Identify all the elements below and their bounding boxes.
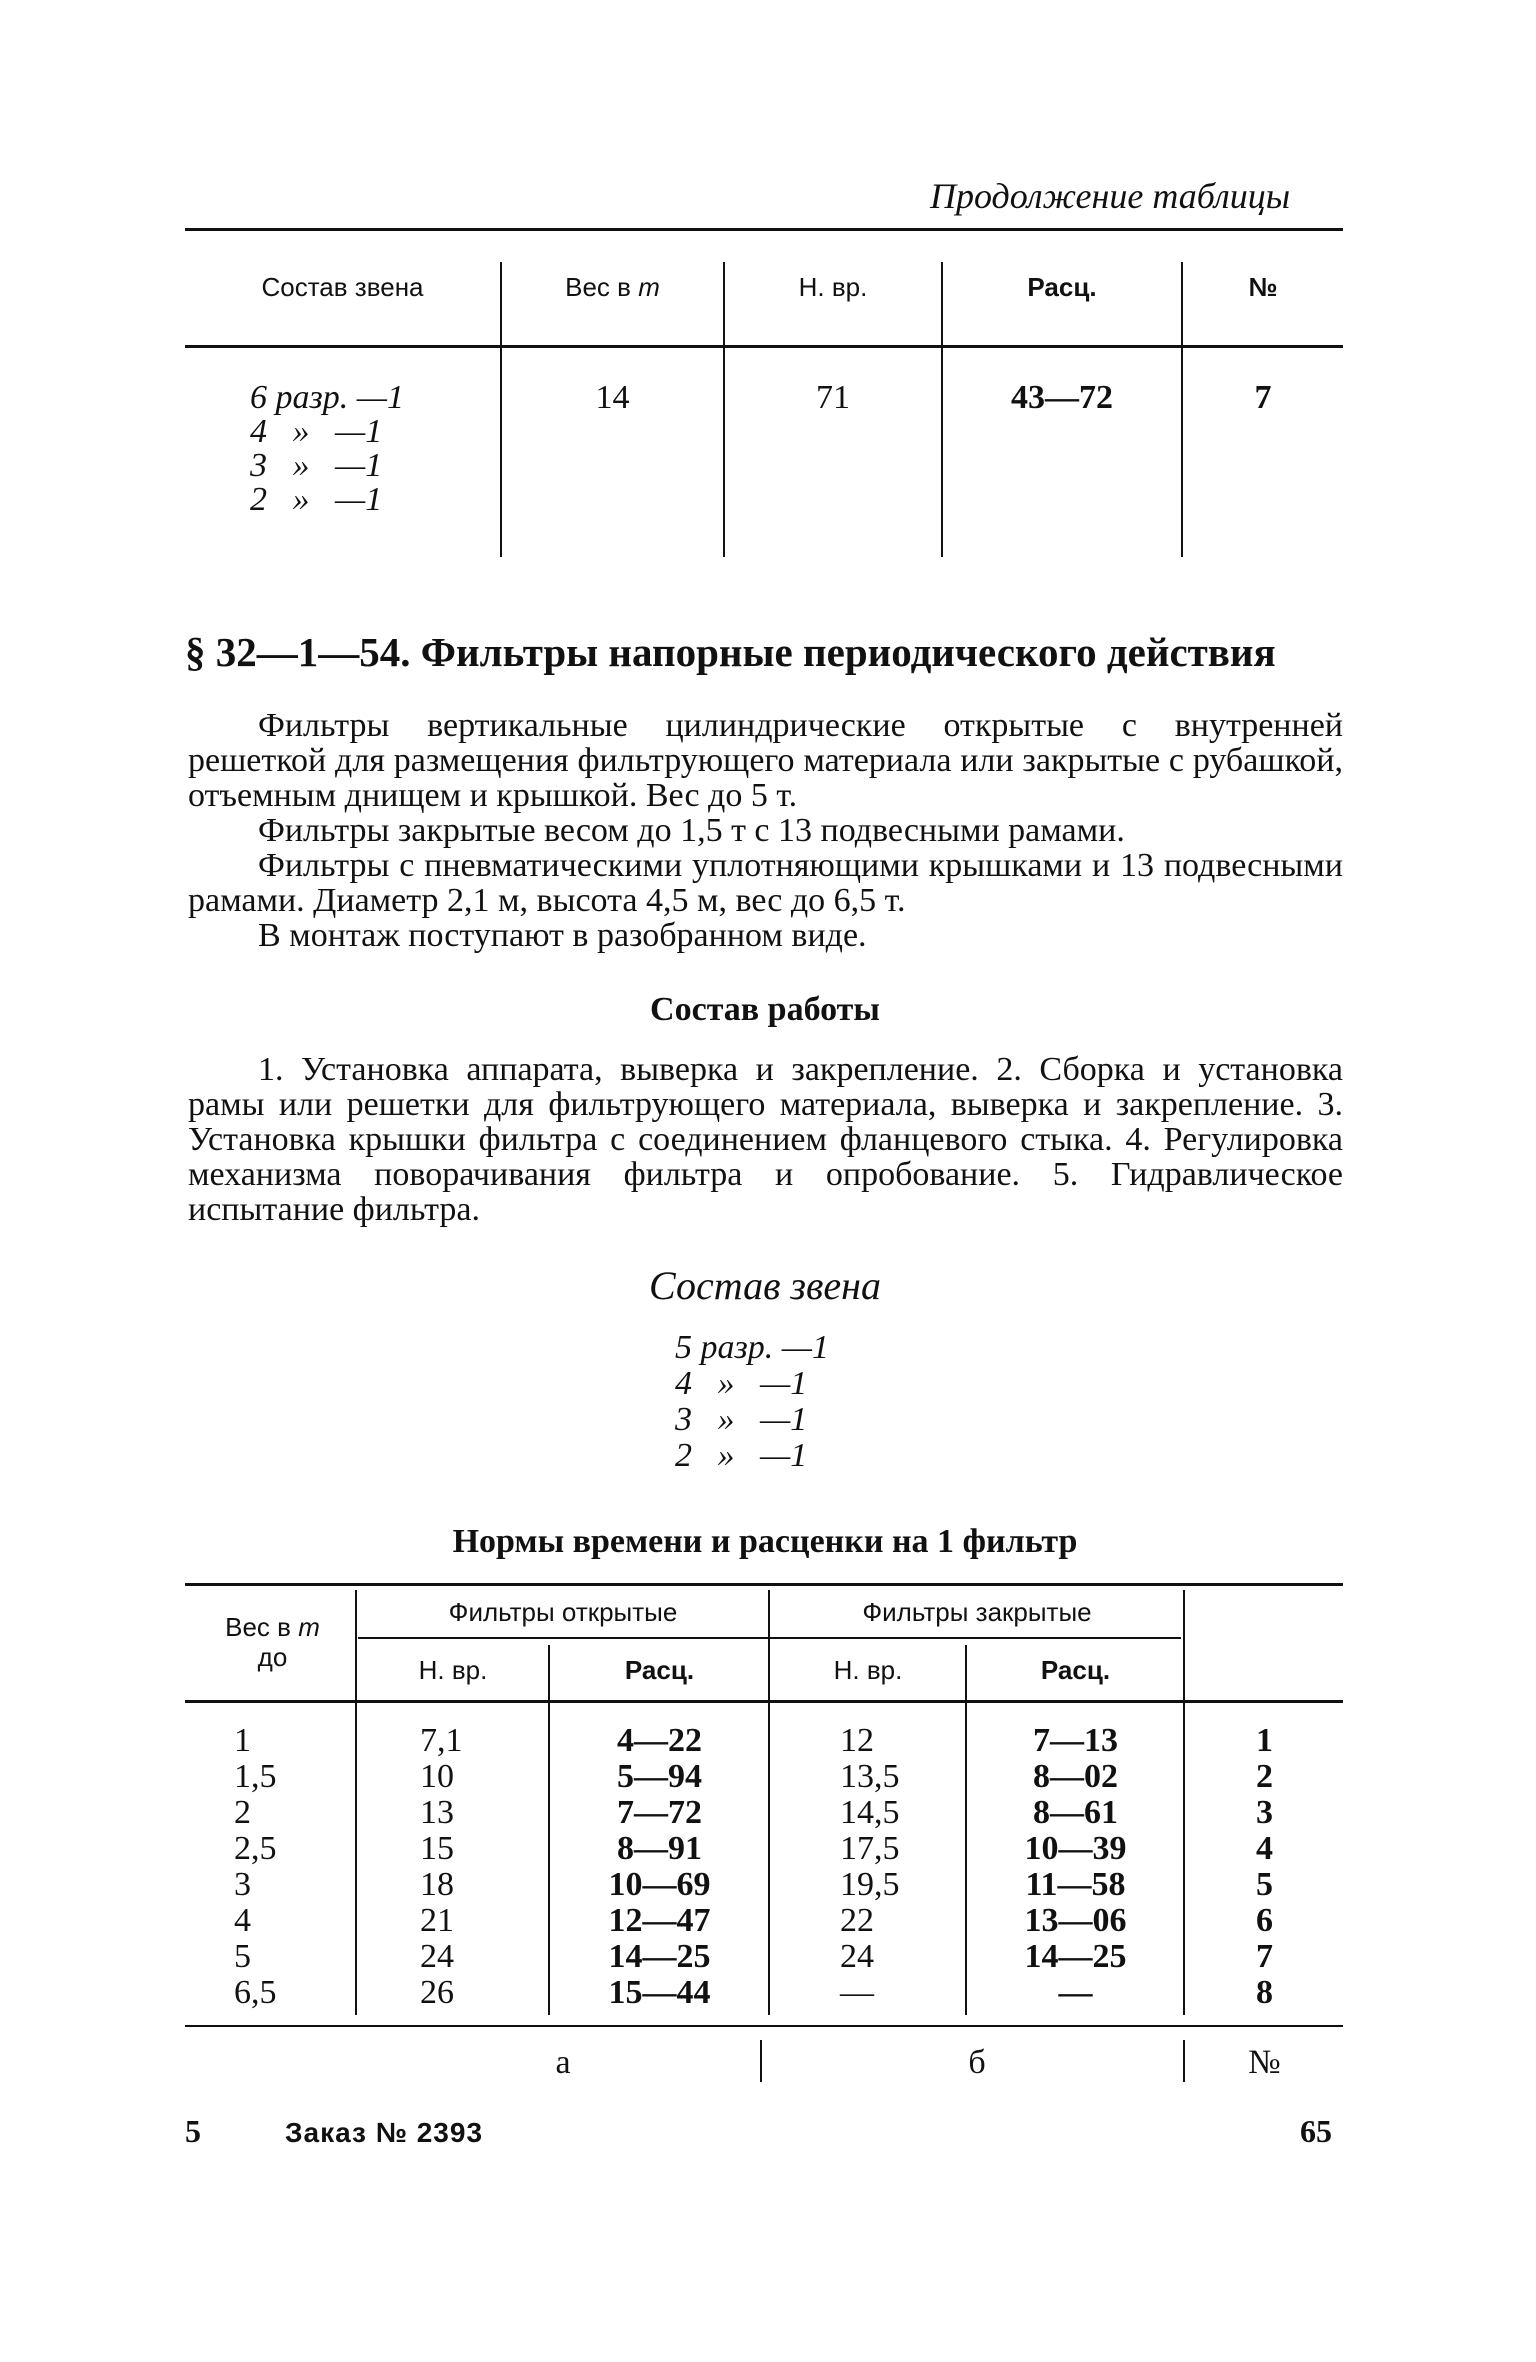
th-rate: Расц. — [1027, 272, 1097, 302]
top-crew-2: 4 » —1 — [250, 413, 383, 450]
crew-line-4: 2 » —1 — [675, 1437, 808, 1474]
paragraph-1: Фильтры вертикальные цилиндрические открытые с внутренней решеткой для размещения фильтрующего материала или закрытые с рубашкой, отъемным днищем и крышкой. Вес до 5 т. — [188, 707, 1343, 814]
cell-number: 3 — [1256, 1794, 1273, 1831]
cell-open-norm: 7,1 — [420, 1722, 463, 1759]
intro-paragraphs — [188, 708, 1343, 953]
cell-closed-norm: 19,5 — [840, 1866, 900, 1903]
cell-weight: 6,5 — [234, 1974, 277, 2011]
crew-heading: Состав звена — [648, 1263, 881, 1308]
top-rate: 43—72 — [1011, 379, 1113, 416]
cell-weight: 2,5 — [234, 1830, 277, 1867]
cell-open-norm: 13 — [420, 1794, 454, 1831]
th-closed-group: Фильтры закрытые — [862, 1597, 1092, 1627]
th-open-group: Фильтры открытые — [448, 1597, 678, 1627]
th-weight-to: Вес в т до — [225, 1612, 320, 1672]
cell-open-norm: 26 — [420, 1974, 454, 2011]
page-number: 65 — [1300, 2113, 1332, 2149]
th-closed-norm: Н. вр. — [833, 1655, 903, 1685]
cell-weight: 5 — [234, 1938, 251, 1975]
th-number: № — [1248, 272, 1278, 302]
cell-open-norm: 21 — [420, 1902, 454, 1939]
cell-closed-norm: 17,5 — [840, 1830, 900, 1867]
th-norm: Н. вр. — [798, 272, 868, 302]
cell-closed-rate: 11—58 — [1025, 1866, 1126, 1903]
paragraph-2: Фильтры закрытые весом до 1,5 т с 13 подвесными рамами. — [258, 812, 1125, 849]
cell-open-norm: 10 — [420, 1758, 454, 1795]
order-number: Заказ № 2393 — [285, 2117, 484, 2148]
top-weight: 14 — [595, 379, 630, 416]
cell-open-norm: 18 — [420, 1866, 454, 1903]
cell-weight: 4 — [234, 1902, 251, 1939]
cell-closed-rate: 8—02 — [1033, 1758, 1118, 1795]
top-number: 7 — [1254, 379, 1272, 416]
th-open-norm: Н. вр. — [418, 1655, 488, 1685]
th-crew: Состав звена — [261, 272, 424, 302]
th-closed-rate: Расц. — [1040, 1655, 1111, 1685]
crew-line-2: 4 » —1 — [675, 1365, 808, 1402]
cell-number: 8 — [1256, 1974, 1273, 2011]
section-title: § 32—1—54. Фильтры напорные периодического действия — [185, 629, 1276, 675]
cell-number: 1 — [1256, 1722, 1273, 1759]
work-text: 1. Установка аппарата, выверка и закрепление. 2. Сборка и установка рамы или решетки для фильтрующего материала, выверка и закрепление. 3. Установка крышки фильтра с соединением фланцевого стыка. 4. Регулировка механизма поворачивания фильтра и опробование. 5. Гидравлическое испытание фильтра. — [188, 1051, 1343, 1228]
cell-number: 7 — [1256, 1938, 1273, 1975]
cell-closed-norm: — — [840, 1974, 874, 2011]
cell-closed-rate: 14—25 — [1024, 1938, 1127, 1975]
cell-open-rate: 8—91 — [617, 1830, 702, 1867]
paragraph-3: Фильтры с пневматическими уплотняющими крышками и 13 подвесными рамами. Диаметр 2,1 м, высота 4,5 м, вес до 6,5 т. — [188, 847, 1343, 919]
footer-col-a: а — [555, 2044, 571, 2081]
cell-closed-norm: 24 — [840, 1938, 874, 1975]
cell-number: 2 — [1256, 1758, 1273, 1795]
work-text-block — [188, 1052, 1343, 1227]
cell-closed-norm: 12 — [840, 1722, 874, 1759]
th-open-rate: Расц. — [624, 1655, 695, 1685]
footer-col-number: № — [1248, 2044, 1281, 2081]
top-crew-3: 3 » —1 — [250, 447, 383, 484]
crew-line-3: 3 » —1 — [675, 1401, 808, 1438]
cell-open-norm: 24 — [420, 1938, 454, 1975]
cell-closed-norm: 22 — [840, 1902, 874, 1939]
work-heading: Состав работы — [650, 991, 880, 1028]
cell-weight: 1,5 — [234, 1758, 277, 1795]
top-crew-1: 6 разр. —1 — [250, 379, 404, 416]
cell-weight: 2 — [234, 1794, 251, 1831]
signature-mark: 5 — [185, 2113, 201, 2149]
th-weight: Вес в т — [565, 272, 660, 302]
footer-col-b: б — [968, 2044, 986, 2081]
cell-closed-rate: 10—39 — [1024, 1830, 1127, 1867]
cell-closed-norm: 14,5 — [840, 1794, 900, 1831]
cell-open-rate: 15—44 — [608, 1974, 711, 2011]
cell-weight: 1 — [234, 1722, 251, 1759]
cell-number: 6 — [1256, 1902, 1273, 1939]
cell-open-rate: 7—72 — [617, 1794, 702, 1831]
cell-number: 4 — [1256, 1830, 1273, 1867]
continuation-label: Продолжение таблицы — [930, 176, 1291, 216]
cell-closed-norm: 13,5 — [840, 1758, 900, 1795]
cell-open-rate: 10—69 — [608, 1866, 711, 1903]
cell-open-rate: 12—47 — [608, 1902, 711, 1939]
paragraph-4: В монтаж поступают в разобранном виде. — [258, 917, 867, 954]
crew-line-1: 5 разр. —1 — [675, 1329, 829, 1366]
cell-open-norm: 15 — [420, 1830, 454, 1867]
cell-weight: 3 — [234, 1866, 251, 1903]
cell-open-rate: 4—22 — [617, 1722, 702, 1759]
cell-closed-rate: 7—13 — [1033, 1722, 1118, 1759]
norms-table-title: Нормы времени и расценки на 1 фильтр — [452, 1523, 1078, 1560]
cell-number: 5 — [1256, 1866, 1273, 1903]
cell-closed-rate: 8—61 — [1033, 1794, 1118, 1831]
cell-closed-rate: — — [1058, 1974, 1093, 2011]
top-crew-4: 2 » —1 — [250, 481, 383, 518]
cell-open-rate: 5—94 — [617, 1758, 702, 1795]
cell-closed-rate: 13—06 — [1024, 1902, 1127, 1939]
top-norm: 71 — [816, 379, 850, 416]
cell-open-rate: 14—25 — [608, 1938, 711, 1975]
